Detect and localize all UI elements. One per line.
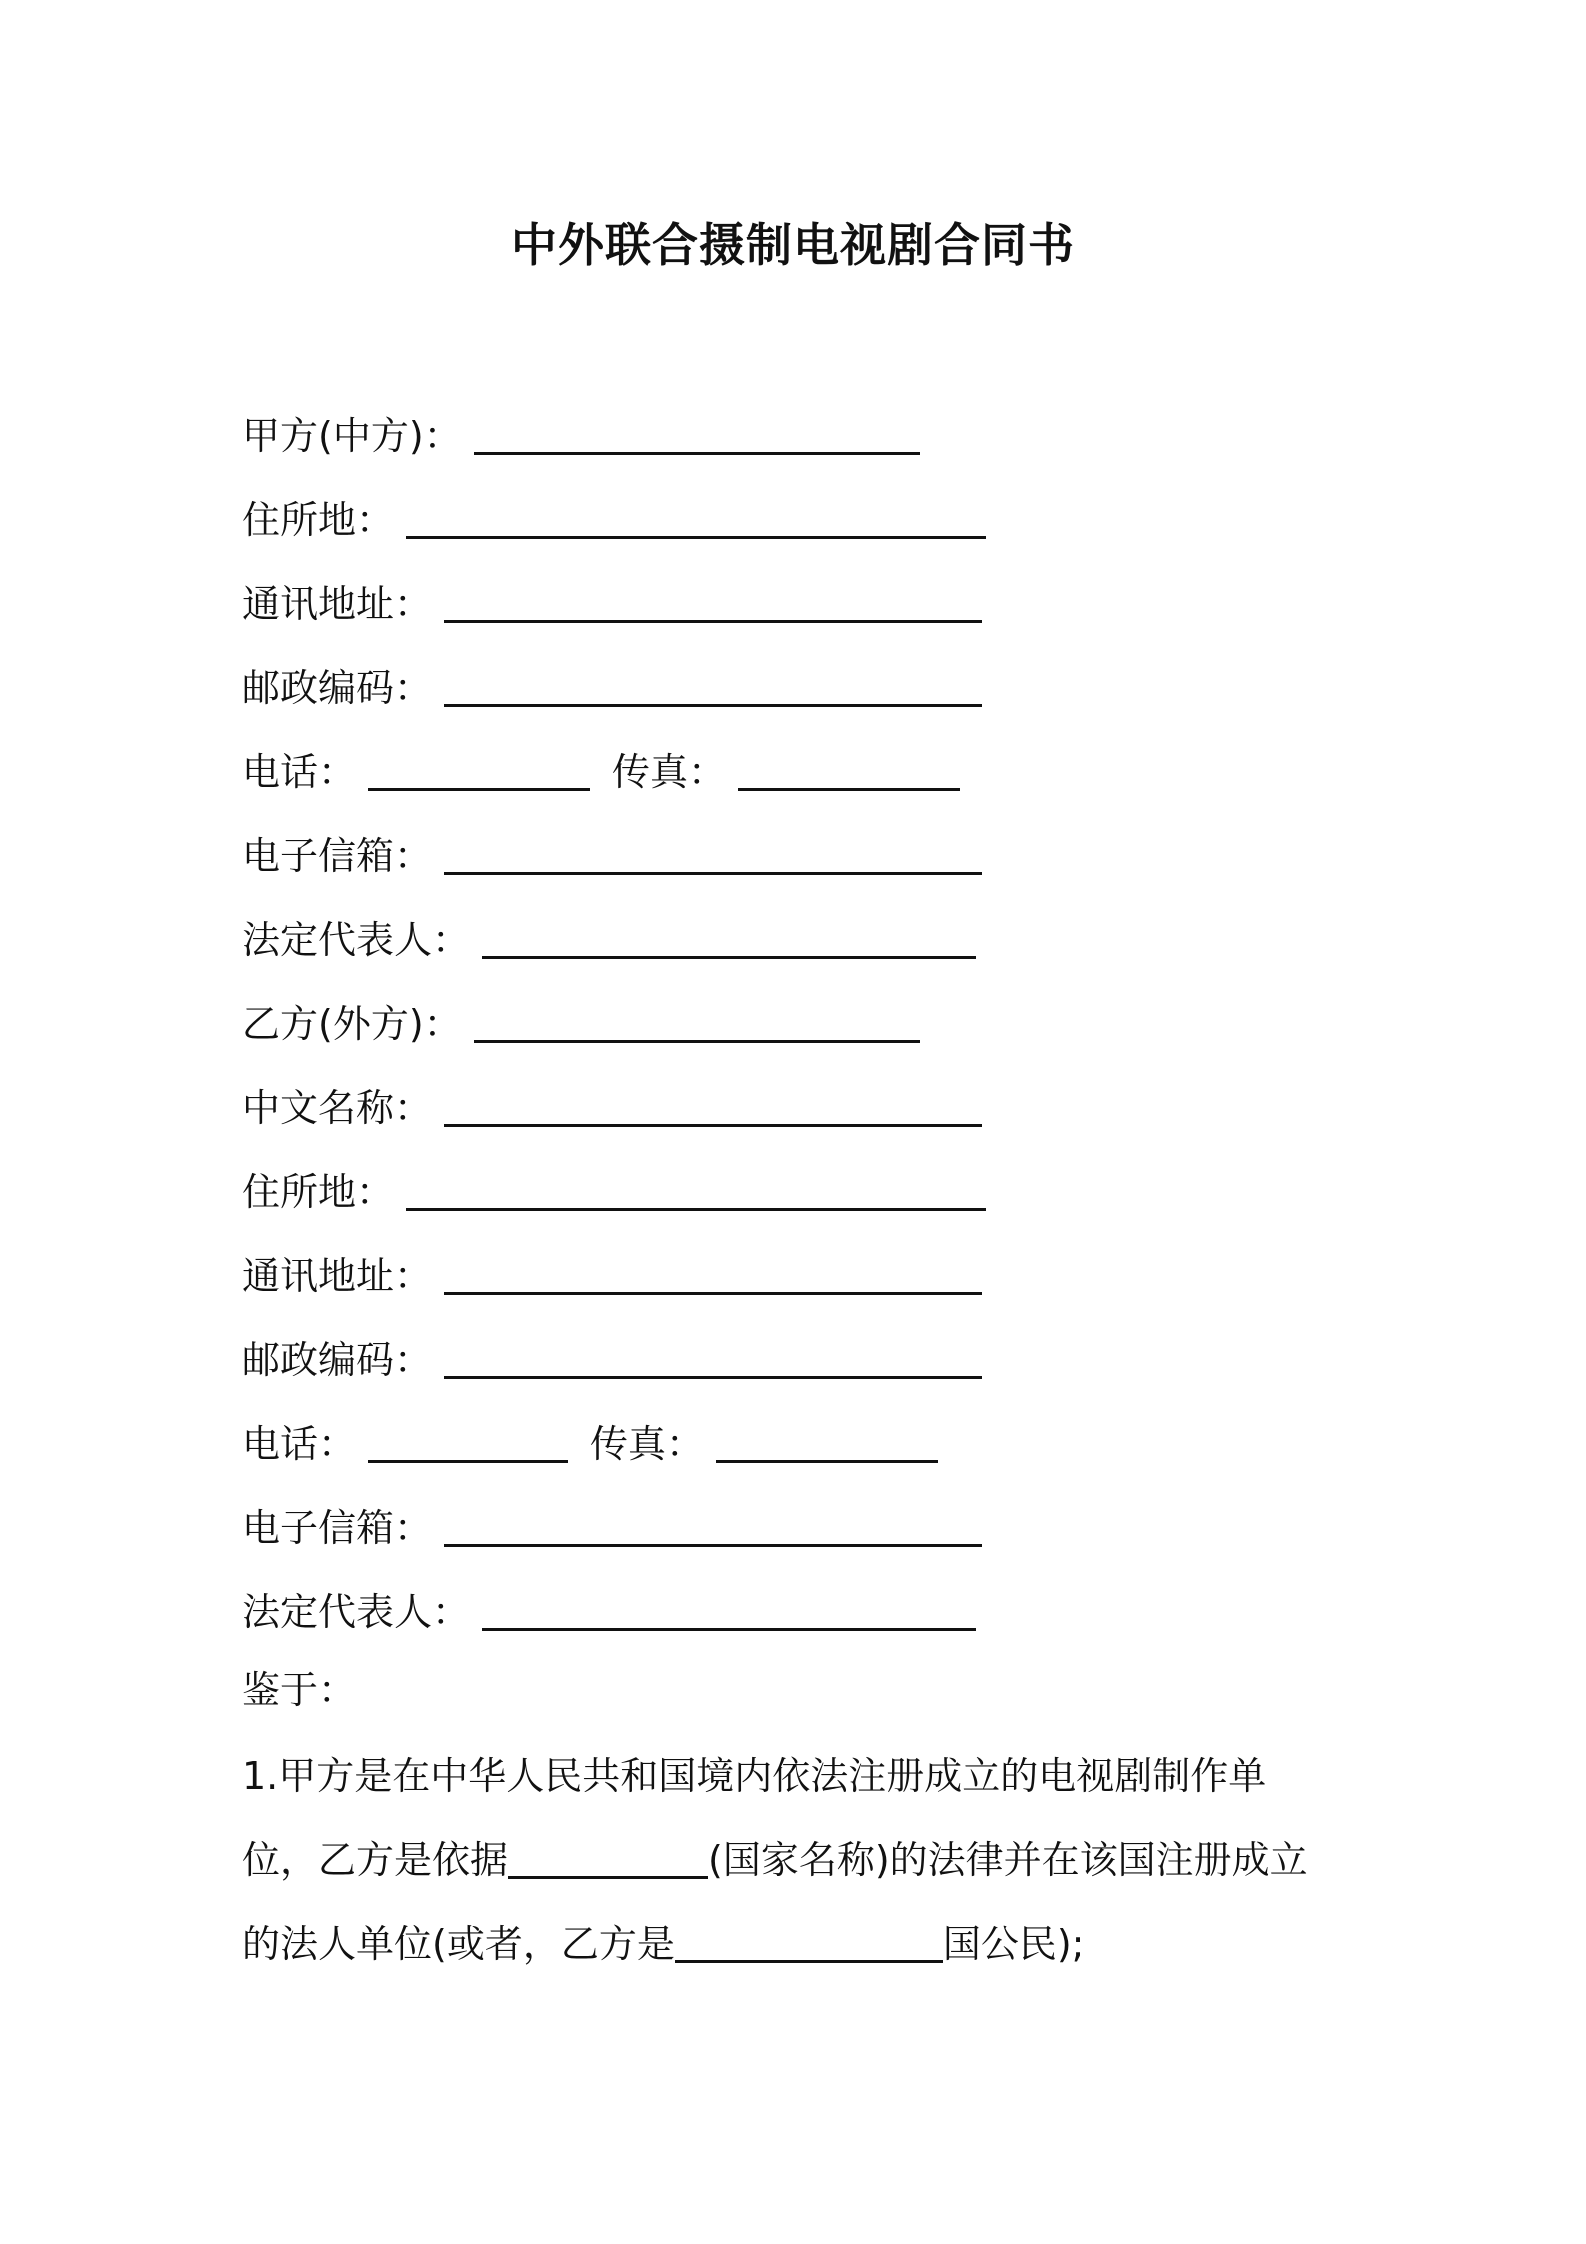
party-b-address-field[interactable]: [406, 1172, 986, 1211]
party-a-name-label: 甲方(中方)：: [242, 414, 462, 458]
party-a-email-field[interactable]: [444, 836, 982, 875]
clause-1-line-3-after: 国公民);: [942, 1922, 1085, 1966]
party-b-phone-field[interactable]: [368, 1424, 568, 1463]
clause-1-line-1-text: 1.甲方是在中华人民共和国境内依法注册成立的电视剧制作单: [242, 1754, 1267, 1798]
document-title: 中外联合摄制电视剧合同书: [511, 218, 1075, 272]
party-b-chinese-name-label: 中文名称：: [242, 1086, 433, 1130]
party-b-name-field[interactable]: [474, 1004, 920, 1043]
party-a-postal-code-row: [242, 658, 982, 718]
party-b-address-label: 住所地：: [242, 1170, 395, 1214]
clause-1-line-3-before: 的法人单位(或者，乙方是: [242, 1922, 675, 1966]
party-a-phone-fax-row: [242, 742, 960, 802]
party-b-chinese-name-field[interactable]: [444, 1088, 982, 1127]
party-b-fax-field[interactable]: [716, 1424, 938, 1463]
clause-1-line-2: [242, 1830, 1364, 1890]
party-b-mailing-address-label: 通讯地址：: [242, 1254, 433, 1298]
party-a-phone-label: 电话：: [242, 750, 357, 794]
party-a-email-row: [242, 826, 982, 886]
nationality-field[interactable]: [675, 1924, 943, 1963]
party-b-phone-label: 电话：: [242, 1422, 357, 1466]
party-b-postal-code-row: [242, 1330, 982, 1390]
party-b-email-row: [242, 1498, 982, 1558]
party-b-name-label: 乙方(外方)：: [242, 1002, 462, 1046]
party-b-email-field[interactable]: [444, 1508, 982, 1547]
party-a-fax-field[interactable]: [738, 752, 960, 791]
party-b-address-row: [242, 1162, 986, 1222]
party-b-fax-label: 传真：: [590, 1422, 705, 1466]
party-b-phone-fax-row: [242, 1414, 938, 1474]
party-b-postal-code-label: 邮政编码：: [242, 1338, 433, 1382]
party-a-address-field[interactable]: [406, 500, 986, 539]
party-a-address-label: 住所地：: [242, 498, 395, 542]
party-b-legal-rep-row: [242, 1582, 976, 1642]
party-a-mailing-address-row: [242, 574, 982, 634]
clause-1-line-1: [242, 1746, 1364, 1806]
party-a-address-row: [242, 490, 986, 550]
party-a-postal-code-field[interactable]: [444, 668, 982, 707]
party-a-name-row: [242, 406, 920, 466]
clause-1-line-2-after: (国家名称)的法律并在该国注册成立: [708, 1838, 1308, 1882]
party-a-email-label: 电子信箱：: [242, 834, 433, 878]
country-name-field[interactable]: [508, 1840, 708, 1879]
party-a-legal-rep-row: [242, 910, 976, 970]
party-b-mailing-address-row: [242, 1246, 982, 1306]
party-b-legal-rep-label: 法定代表人：: [242, 1590, 471, 1634]
party-b-mailing-address-field[interactable]: [444, 1256, 982, 1295]
party-a-fax-label: 传真：: [612, 750, 727, 794]
party-b-chinese-name-row: [242, 1078, 982, 1138]
party-b-legal-rep-field[interactable]: [482, 1592, 976, 1631]
party-a-legal-rep-label: 法定代表人：: [242, 918, 471, 962]
party-a-postal-code-label: 邮政编码：: [242, 666, 433, 710]
party-a-name-field[interactable]: [474, 416, 920, 455]
party-a-phone-field[interactable]: [368, 752, 590, 791]
recitals-heading: 鉴于：: [242, 1668, 357, 1712]
party-b-postal-code-field[interactable]: [444, 1340, 982, 1379]
party-a-mailing-address-label: 通讯地址：: [242, 582, 433, 626]
party-b-name-row: [242, 994, 920, 1054]
clause-1-line-2-before: 位，乙方是依据: [242, 1838, 509, 1882]
clause-1-line-3: [242, 1914, 1364, 1974]
party-a-legal-rep-field[interactable]: [482, 920, 976, 959]
party-a-mailing-address-field[interactable]: [444, 584, 982, 623]
party-b-email-label: 电子信箱：: [242, 1506, 433, 1550]
